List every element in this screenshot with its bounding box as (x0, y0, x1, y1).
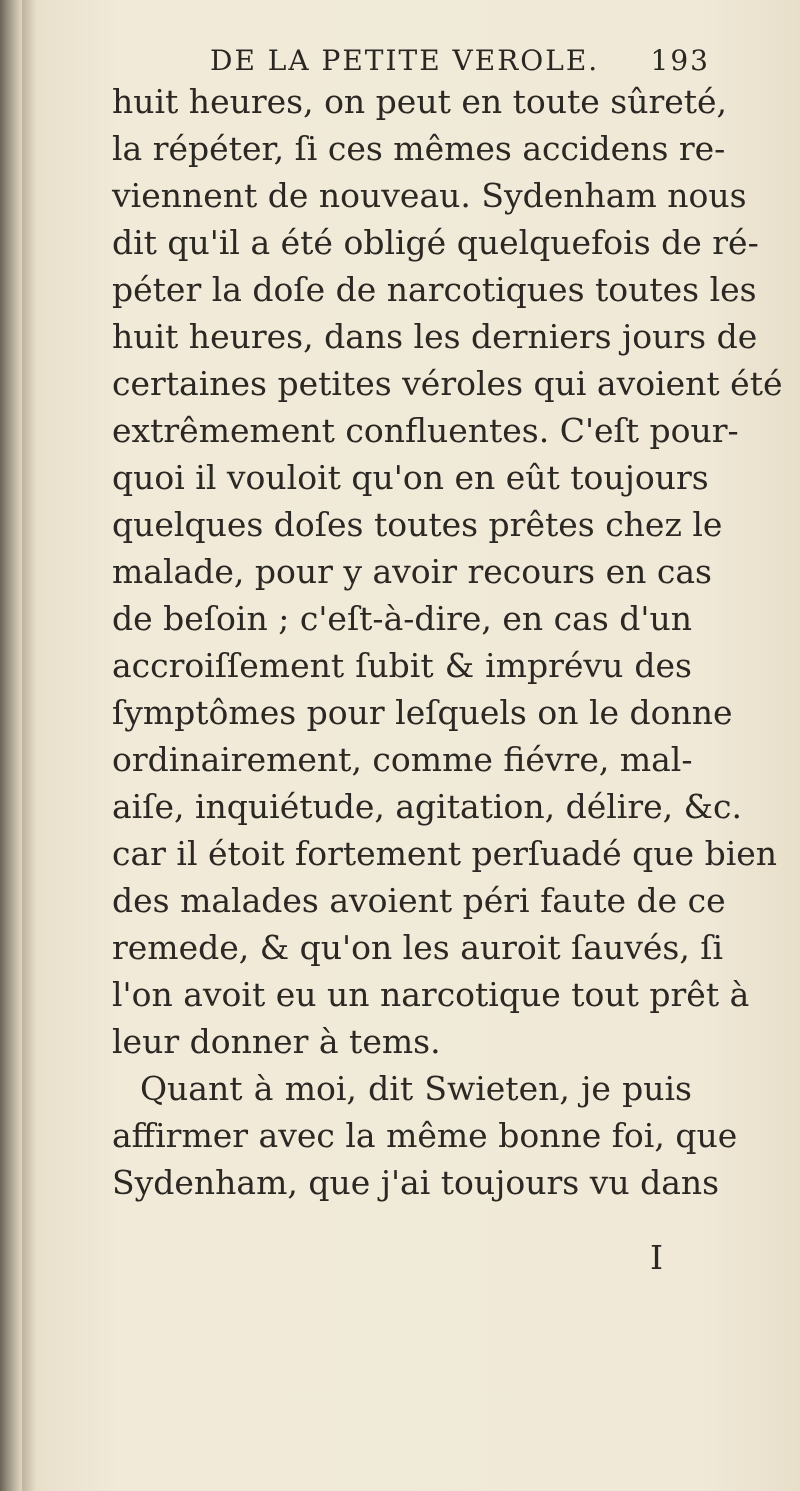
text-line: car il étoit fortement perſuadé que bien (112, 834, 778, 873)
text-line: péter la doſe de narcotiques toutes les (112, 270, 757, 309)
running-title: DE LA PETITE VEROLE. (210, 44, 600, 77)
text-line: ordinairement, comme fiévre, mal- (112, 740, 693, 779)
book-spine (0, 0, 22, 1491)
text-line: Sydenham, que j'ai toujours vu dans (112, 1163, 720, 1202)
text-line: dit qu'il a été obligé quelquefois de ré- (112, 223, 759, 262)
paragraph-start-line: Quant à moi, dit Swieten, je puis (140, 1069, 692, 1108)
text-line: malade, pour y avoir recours en cas (112, 552, 712, 591)
text-line: accroiſſement ſubit & imprévu des (112, 646, 692, 685)
text-line: remede, & qu'on les auroit ſauvés, ſi (112, 928, 724, 967)
text-line: aiſe, inquiétude, agitation, délire, &c. (112, 787, 742, 826)
text-line: extrêmement confluentes. C'eſt pour- (112, 411, 739, 450)
text-line: quelques doſes toutes prêtes chez le (112, 505, 723, 544)
text-line: l'on avoit eu un narcotique tout prêt à (112, 975, 750, 1014)
text-line: certaines petites véroles qui avoient été (112, 364, 783, 403)
text-line: huit heures, dans les derniers jours de (112, 317, 758, 356)
signature-mark: I (650, 1238, 664, 1277)
text-line: de beſoin ; c'eſt-à-dire, en cas d'un (112, 599, 692, 638)
text-line: des malades avoient péri faute de ce (112, 881, 726, 920)
body-text (112, 78, 783, 1206)
text-line: la répéter, ſi ces mêmes accidens re- (112, 129, 726, 168)
page-number: 193 (650, 44, 710, 77)
text-line: quoi il vouloit qu'on en eût toujours (112, 458, 709, 497)
text-line: leur donner à tems. (112, 1022, 441, 1061)
text-line: ſymptômes pour leſquels on le donne (112, 693, 733, 732)
page-gutter-shadow (22, 0, 36, 1491)
text-line: viennent de nouveau. Sydenham nous (112, 176, 747, 215)
text-line: huit heures, on peut en toute sûreté, (112, 82, 728, 121)
text-line: affirmer avec la même bonne foi, que (112, 1116, 738, 1155)
